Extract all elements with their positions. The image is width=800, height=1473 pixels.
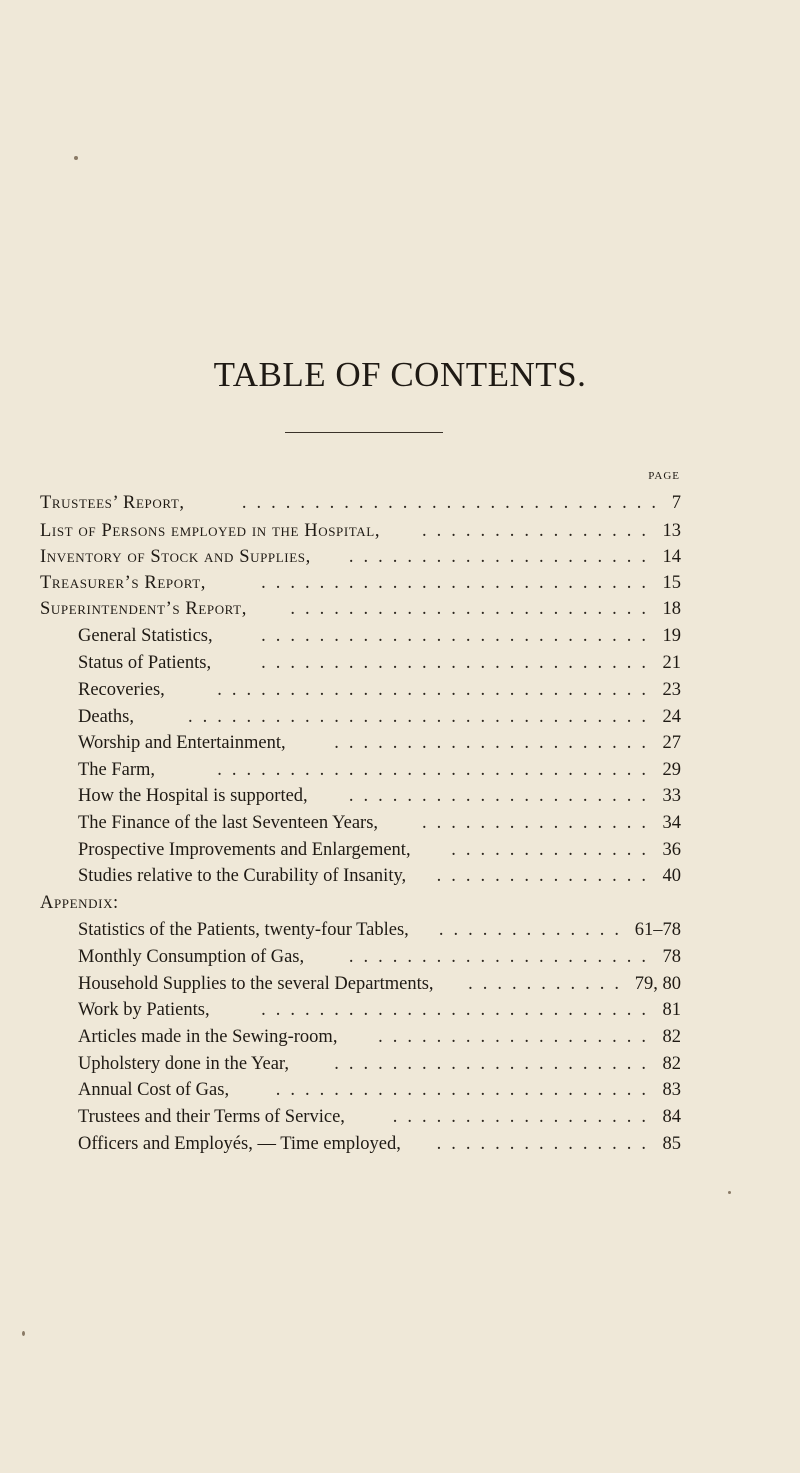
toc-entry-label: Upholstery done in the Year,	[78, 1054, 289, 1074]
toc-entry-page: 27	[662, 733, 681, 753]
leader-dots: ...........	[468, 974, 629, 994]
toc-entry-page: 18	[662, 599, 681, 619]
toc-entry-label: Trustees and their Terms of Service,	[78, 1107, 345, 1127]
toc-entry-label: Work by Patients,	[78, 1000, 210, 1020]
toc-entry-page: 40	[662, 866, 681, 886]
toc-entry	[78, 1024, 681, 1050]
leader-dots: ................	[422, 813, 656, 833]
toc-entry	[78, 917, 681, 943]
toc-entry-label: Officers and Employés, — Time employed,	[78, 1134, 401, 1154]
leader-dots: ..............................	[217, 680, 656, 700]
toc-entry-page: 61–78	[634, 920, 681, 940]
paper-speck	[728, 1191, 731, 1194]
toc-entry-page: 24	[662, 707, 681, 727]
paper-speck	[74, 156, 78, 160]
toc-entry	[78, 944, 681, 970]
toc-entry	[78, 837, 681, 863]
toc-entry-page: 79, 80	[634, 974, 681, 994]
toc-entry-label: How the Hospital is supported,	[78, 786, 308, 806]
leader-dots: ..................	[392, 1107, 656, 1127]
toc-entry-label: Trustees’ Report,	[40, 493, 185, 513]
toc-entry-label: Deaths,	[78, 707, 134, 727]
toc-entry-page: 23	[662, 680, 681, 700]
page-column-header: PAGE	[648, 470, 680, 482]
toc-entry	[40, 596, 681, 622]
leader-dots: ...............	[436, 866, 656, 886]
toc-entry-page: 19	[662, 626, 681, 646]
paper-speck	[22, 1331, 25, 1336]
toc-entry-page: 82	[662, 1054, 681, 1074]
toc-entry-page: 21	[662, 653, 681, 673]
toc-entry	[78, 863, 681, 889]
toc-entry-label: Annual Cost of Gas,	[78, 1080, 230, 1100]
leader-dots: ......................	[334, 733, 656, 753]
toc-entry-page: 13	[662, 521, 681, 541]
toc-entry-label: Household Supplies to the several Departments,	[78, 974, 434, 994]
leader-dots: ................	[422, 521, 656, 541]
leader-dots: .....................	[348, 547, 656, 567]
toc-entry-page: 7	[671, 493, 681, 513]
toc-entry	[78, 971, 681, 997]
leader-dots: ................................	[188, 707, 656, 727]
toc-entry-label: Articles made in the Sewing-room,	[78, 1027, 338, 1047]
page-title: TABLE OF CONTENTS.	[213, 355, 587, 394]
toc-entry-label: Appendix:	[40, 893, 119, 913]
toc-entry	[78, 650, 681, 676]
toc-entry-label: Recoveries,	[78, 680, 165, 700]
toc-entry-page: 81	[662, 1000, 681, 1020]
leader-dots: ...........................	[261, 573, 656, 593]
leader-dots: .............	[438, 920, 629, 940]
toc-entry-label: Superintendent’s Report,	[40, 599, 247, 619]
leader-dots: ..............	[451, 840, 656, 860]
toc-entry	[40, 890, 681, 916]
toc-entry-page: 33	[662, 786, 681, 806]
toc-entry-label: Monthly Consumption of Gas,	[78, 947, 305, 967]
toc-entry	[40, 570, 681, 596]
toc-entry-page: 36	[662, 840, 681, 860]
toc-entry-label: Inventory of Stock and Supplies,	[40, 547, 311, 567]
leader-dots: ...........................	[261, 626, 656, 646]
toc-entry	[78, 1104, 681, 1130]
toc-entry	[78, 704, 681, 730]
leader-dots: .........................	[290, 599, 656, 619]
toc-entry-label: Statistics of the Patients, twenty-four Tables,	[78, 920, 409, 940]
toc-entry-label: Prospective Improvements and Enlargement,	[78, 840, 411, 860]
toc-entry-page: 83	[662, 1080, 681, 1100]
toc-entry	[78, 757, 681, 783]
toc-entry-page: 15	[662, 573, 681, 593]
toc-entry	[78, 623, 681, 649]
leader-dots: ...........................	[261, 1000, 656, 1020]
toc-entry	[78, 1051, 681, 1077]
toc-entry-label: The Farm,	[78, 760, 156, 780]
toc-entry	[40, 544, 681, 570]
toc-entry	[78, 810, 681, 836]
leader-dots: ......................	[334, 1054, 656, 1074]
leader-dots: .....................	[348, 947, 656, 967]
toc-entry	[78, 730, 681, 756]
toc-entry-page: 85	[662, 1134, 681, 1154]
toc-entry-page: 29	[662, 760, 681, 780]
toc-entry-label: Worship and Entertainment,	[78, 733, 286, 753]
toc-entry-label: Status of Patients,	[78, 653, 212, 673]
toc-entry-page: 34	[662, 813, 681, 833]
toc-entry-label: List of Persons employed in the Hospital,	[40, 521, 381, 541]
toc-entry-page: 78	[662, 947, 681, 967]
leader-dots: .............................	[241, 493, 666, 513]
toc-entry-label: Studies relative to the Curability of Insanity,	[78, 866, 407, 886]
toc-entry	[78, 1131, 681, 1157]
toc-entry-label: Treasurer’s Report,	[40, 573, 206, 593]
toc-entry-page: 14	[662, 547, 681, 567]
leader-dots: ..............................	[217, 760, 656, 780]
toc-entry	[40, 518, 681, 544]
toc-entry	[78, 1077, 681, 1103]
toc-entry-page: 84	[662, 1107, 681, 1127]
toc-entry-page: 82	[662, 1027, 681, 1047]
toc-entry	[78, 677, 681, 703]
toc-entry-label: General Statistics,	[78, 626, 213, 646]
title-rule	[285, 432, 443, 433]
leader-dots: .....................	[348, 786, 656, 806]
leader-dots: ...........................	[261, 653, 656, 673]
leader-dots: ..........................	[275, 1080, 656, 1100]
leader-dots: ...............	[436, 1134, 656, 1154]
toc-entry	[78, 783, 681, 809]
toc-entry-label: The Finance of the last Seventeen Years,	[78, 813, 379, 833]
leader-dots: ...................	[378, 1027, 656, 1047]
toc-entry	[78, 997, 681, 1023]
toc-entry	[40, 490, 681, 516]
